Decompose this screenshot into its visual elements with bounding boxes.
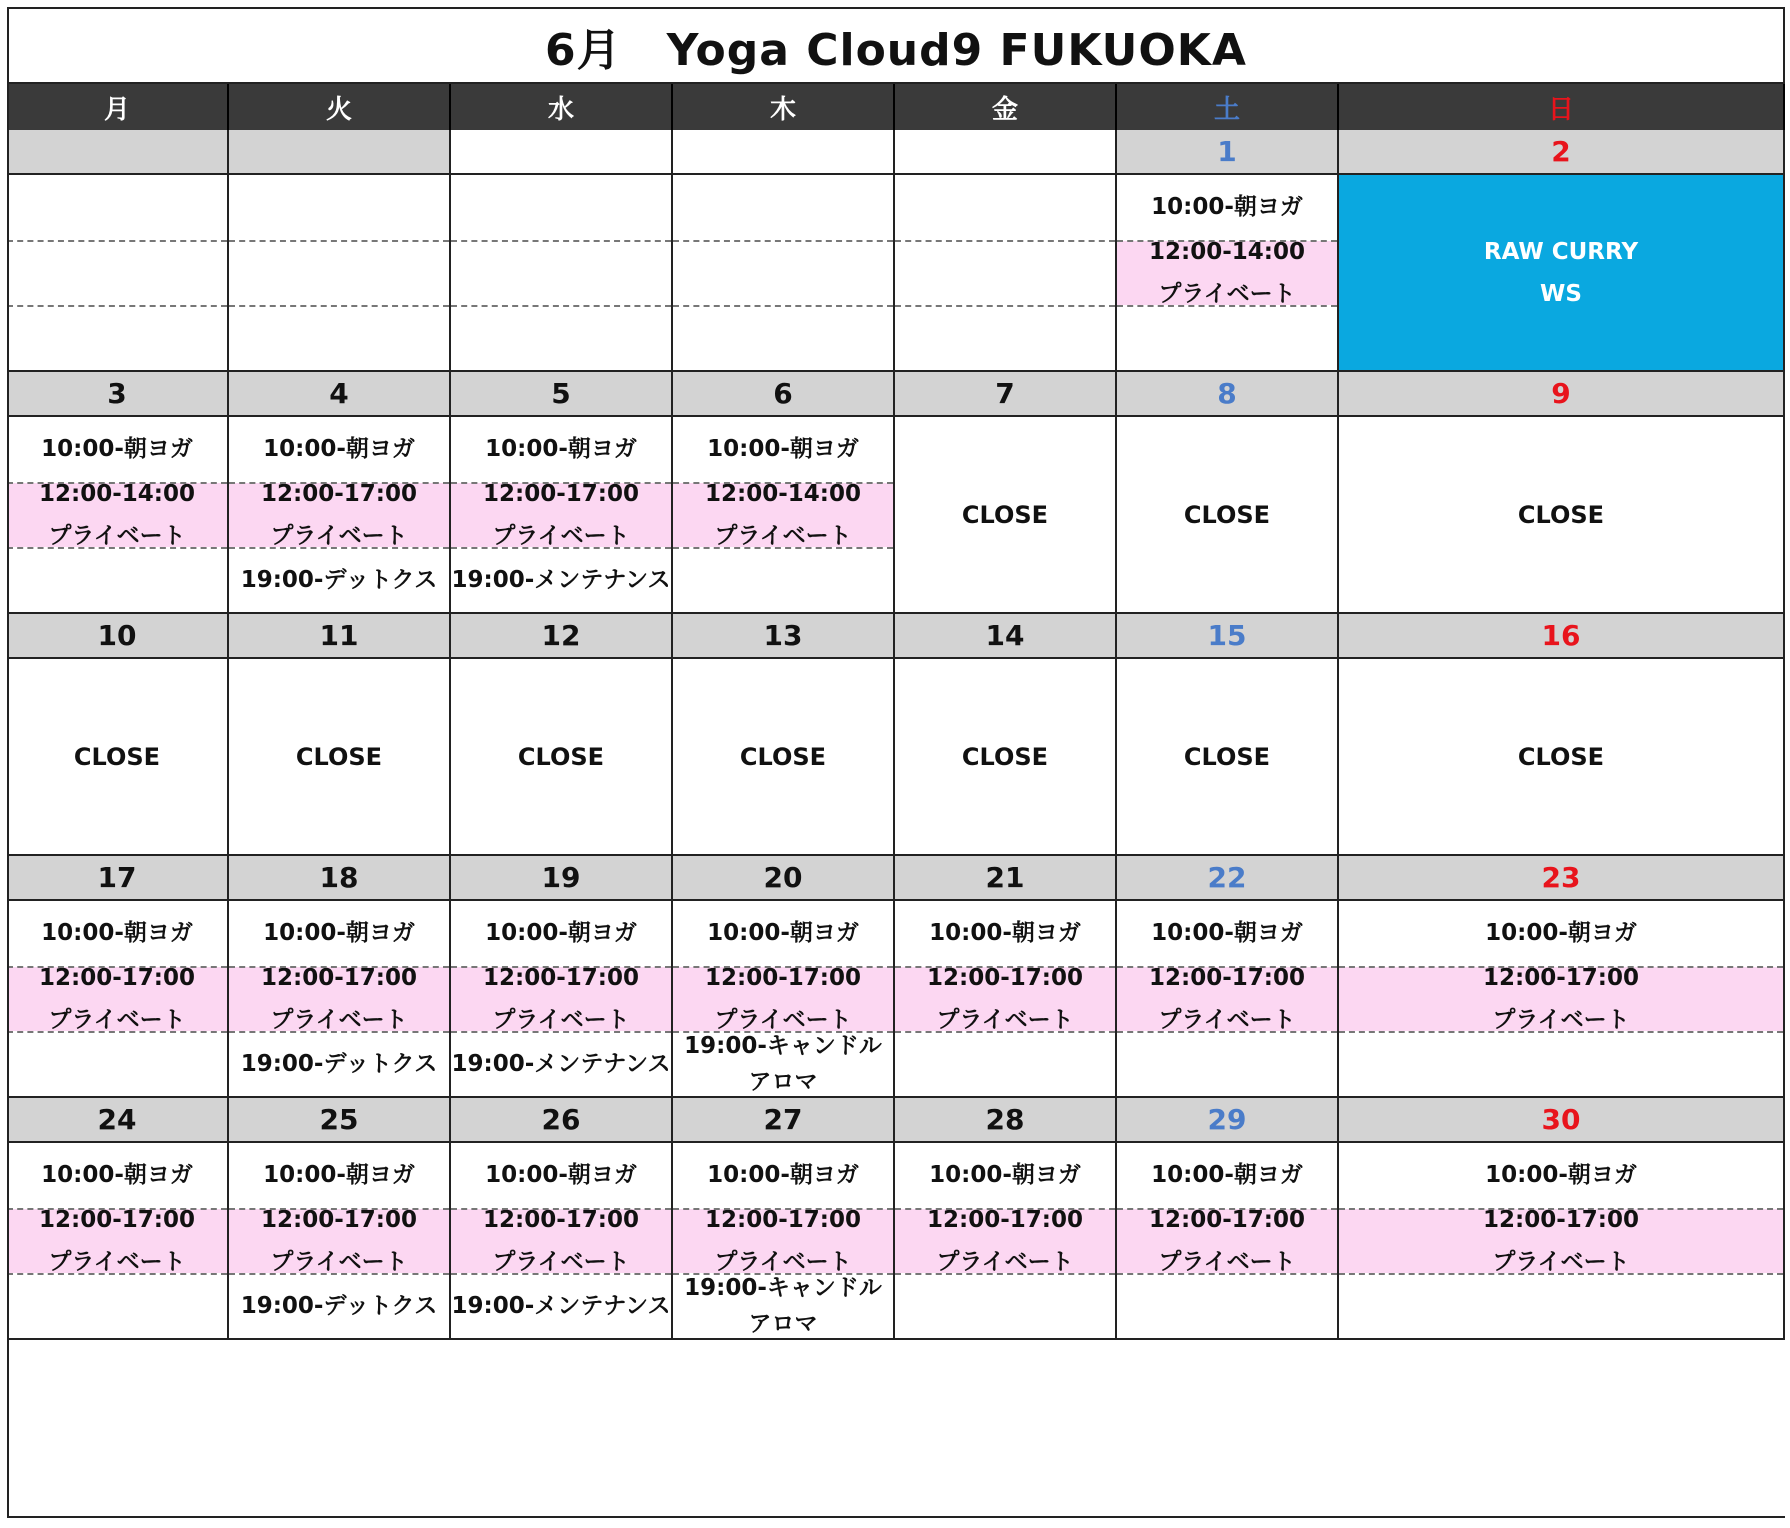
slot-divider xyxy=(229,482,449,484)
schedule-slot xyxy=(1117,901,1337,965)
slot-divider xyxy=(451,305,671,307)
slot-divider xyxy=(7,547,227,549)
slot-divider xyxy=(7,240,227,242)
slot-time: 12:00-17:00 xyxy=(705,1207,861,1233)
schedule-slot xyxy=(673,483,893,547)
schedule-slot xyxy=(229,1032,449,1096)
slot-label: アロマ xyxy=(748,1069,818,1095)
slot-time: 12:00-14:00 xyxy=(705,481,861,507)
day-number: 10 xyxy=(7,614,229,659)
slot-divider xyxy=(1117,966,1337,968)
day-cell xyxy=(1117,1143,1339,1340)
slot-divider xyxy=(1339,1273,1783,1275)
slot-label: 19:00-キャンドル xyxy=(684,1033,882,1059)
slot-time: 12:00-17:00 xyxy=(483,965,639,991)
schedule-slot xyxy=(895,1143,1115,1207)
close-label: CLOSE xyxy=(517,742,605,771)
day-number: 16 xyxy=(1339,614,1785,659)
schedule-slot xyxy=(1117,967,1337,1031)
weekday-header-3: 木 xyxy=(673,84,895,130)
slot-divider xyxy=(895,1208,1115,1210)
slot-divider xyxy=(7,1031,227,1033)
slot-divider xyxy=(1117,1208,1337,1210)
slot-divider xyxy=(229,240,449,242)
day-number: 30 xyxy=(1339,1098,1785,1143)
day-number: 22 xyxy=(1117,856,1339,901)
slot-label: 10:00-朝ヨガ xyxy=(1151,1162,1303,1188)
day-cell xyxy=(895,175,1117,372)
calendar-title: 6月 Yoga Cloud9 FUKUOKA xyxy=(7,7,1785,84)
schedule-slot xyxy=(7,967,227,1031)
schedule-slot xyxy=(229,901,449,965)
day-cell xyxy=(451,417,673,614)
slot-time: 12:00-17:00 xyxy=(261,1207,417,1233)
slot-label: 19:00-デットクス xyxy=(240,1051,438,1077)
slot-divider xyxy=(451,1031,671,1033)
day-number: 1 xyxy=(1117,130,1339,175)
day-cell xyxy=(1117,417,1339,614)
schedule-slot xyxy=(229,417,449,481)
slot-label: 10:00-朝ヨガ xyxy=(1485,920,1637,946)
day-number: 20 xyxy=(673,856,895,901)
day-cell xyxy=(895,659,1117,856)
day-cell xyxy=(451,175,673,372)
slot-time: 12:00-14:00 xyxy=(1149,239,1305,265)
day-cell xyxy=(451,659,673,856)
schedule-slot xyxy=(673,1032,893,1096)
slot-label: プライベート xyxy=(714,1007,852,1033)
schedule-slot xyxy=(7,1209,227,1273)
schedule-slot xyxy=(451,1032,671,1096)
slot-label: プライベート xyxy=(1492,1249,1630,1275)
schedule-slot xyxy=(451,901,671,965)
slot-label: プライベート xyxy=(270,1249,408,1275)
slot-divider xyxy=(895,966,1115,968)
slot-label: 10:00-朝ヨガ xyxy=(263,920,415,946)
slot-label: 19:00-メンテナンス xyxy=(451,1051,671,1077)
schedule-slot xyxy=(451,417,671,481)
day-number: 26 xyxy=(451,1098,673,1143)
schedule-slot xyxy=(1339,1209,1783,1273)
schedule-slot xyxy=(1117,1209,1337,1273)
schedule-slot xyxy=(7,417,227,481)
slot-label: プライベート xyxy=(48,1249,186,1275)
day-cell xyxy=(673,659,895,856)
slot-label: 19:00-デットクス xyxy=(240,1293,438,1319)
slot-label: 10:00-朝ヨガ xyxy=(707,1162,859,1188)
slot-time: 12:00-17:00 xyxy=(39,1207,195,1233)
close-label: CLOSE xyxy=(295,742,383,771)
schedule-slot xyxy=(229,548,449,612)
slot-divider xyxy=(673,966,893,968)
schedule-calendar xyxy=(7,7,1785,1518)
slot-time: 12:00-17:00 xyxy=(1483,1207,1639,1233)
schedule-slot xyxy=(673,901,893,965)
slot-divider xyxy=(451,1273,671,1275)
calendar-left-border xyxy=(7,7,9,1518)
slot-label: プライベート xyxy=(714,1249,852,1275)
slot-label: 10:00-朝ヨガ xyxy=(707,920,859,946)
slot-divider xyxy=(1117,240,1337,242)
slot-divider xyxy=(7,1273,227,1275)
close-label: CLOSE xyxy=(739,742,827,771)
schedule-slot xyxy=(1117,175,1337,239)
schedule-slot xyxy=(451,1209,671,1273)
slot-divider xyxy=(895,1273,1115,1275)
slot-label: プライベート xyxy=(1492,1007,1630,1033)
schedule-slot xyxy=(7,901,227,965)
day-number: 17 xyxy=(7,856,229,901)
day-number: 9 xyxy=(1339,372,1785,417)
schedule-slot xyxy=(895,1209,1115,1273)
slot-time: 12:00-17:00 xyxy=(39,965,195,991)
schedule-slot xyxy=(673,1143,893,1207)
day-cell xyxy=(451,1143,673,1340)
schedule-slot xyxy=(1339,967,1783,1031)
schedule-slot xyxy=(1117,241,1337,305)
schedule-slot xyxy=(451,548,671,612)
day-cell xyxy=(1339,1143,1785,1340)
slot-divider xyxy=(1339,1208,1783,1210)
day-number: 13 xyxy=(673,614,895,659)
slot-label: 19:00-キャンドル xyxy=(684,1275,882,1301)
slot-divider xyxy=(229,1208,449,1210)
close-label: CLOSE xyxy=(73,742,161,771)
slot-divider xyxy=(1339,1031,1783,1033)
slot-label: 10:00-朝ヨガ xyxy=(1151,194,1303,220)
slot-time: 12:00-17:00 xyxy=(927,965,1083,991)
slot-divider xyxy=(451,1208,671,1210)
slot-label: プライベート xyxy=(936,1007,1074,1033)
slot-label: プライベート xyxy=(270,523,408,549)
slot-label: プライベート xyxy=(1158,281,1296,307)
slot-label: 10:00-朝ヨガ xyxy=(41,1162,193,1188)
day-number: 14 xyxy=(895,614,1117,659)
schedule-slot xyxy=(451,1143,671,1207)
slot-label: 10:00-朝ヨガ xyxy=(1151,920,1303,946)
slot-time: 12:00-17:00 xyxy=(261,965,417,991)
schedule-slot xyxy=(673,1209,893,1273)
slot-label: プライベート xyxy=(1158,1007,1296,1033)
day-number: 15 xyxy=(1117,614,1339,659)
day-cell xyxy=(673,1143,895,1340)
day-cell xyxy=(1117,175,1339,372)
day-cell xyxy=(451,901,673,1098)
schedule-slot xyxy=(229,1143,449,1207)
day-cell xyxy=(1339,175,1785,372)
day-number xyxy=(673,130,895,175)
slot-divider xyxy=(451,547,671,549)
day-cell xyxy=(673,417,895,614)
schedule-slot xyxy=(673,967,893,1031)
slot-divider xyxy=(7,966,227,968)
day-cell xyxy=(673,175,895,372)
slot-divider xyxy=(7,482,227,484)
slot-time: 12:00-17:00 xyxy=(705,965,861,991)
day-cell xyxy=(7,659,229,856)
slot-label: 10:00-朝ヨガ xyxy=(929,920,1081,946)
day-number: 6 xyxy=(673,372,895,417)
slot-label: プライベート xyxy=(48,1007,186,1033)
day-cell xyxy=(229,659,451,856)
slot-label: 10:00-朝ヨガ xyxy=(263,1162,415,1188)
day-cell xyxy=(7,175,229,372)
day-number: 8 xyxy=(1117,372,1339,417)
slot-divider xyxy=(673,1273,893,1275)
slot-label: プライベート xyxy=(1158,1249,1296,1275)
slot-label: 10:00-朝ヨガ xyxy=(41,436,193,462)
slot-divider xyxy=(229,966,449,968)
day-number xyxy=(895,130,1117,175)
day-cell xyxy=(1339,901,1785,1098)
day-number: 27 xyxy=(673,1098,895,1143)
slot-divider xyxy=(895,305,1115,307)
weekday-header-0: 月 xyxy=(7,84,229,130)
day-number: 2 xyxy=(1339,130,1785,175)
slot-label: 19:00-デットクス xyxy=(240,567,438,593)
schedule-slot xyxy=(1339,1143,1783,1207)
day-number: 21 xyxy=(895,856,1117,901)
slot-label: 10:00-朝ヨガ xyxy=(41,920,193,946)
slot-label: アロマ xyxy=(748,1311,818,1337)
schedule-slot xyxy=(7,483,227,547)
event-line: RAW CURRY xyxy=(1483,238,1639,265)
day-cell xyxy=(673,901,895,1098)
slot-divider xyxy=(229,1031,449,1033)
day-number: 5 xyxy=(451,372,673,417)
day-number: 24 xyxy=(7,1098,229,1143)
slot-divider xyxy=(7,305,227,307)
slot-divider xyxy=(1117,1031,1337,1033)
slot-divider xyxy=(451,482,671,484)
slot-divider xyxy=(895,1031,1115,1033)
weekday-header-2: 水 xyxy=(451,84,673,130)
day-number: 28 xyxy=(895,1098,1117,1143)
slot-time: 12:00-17:00 xyxy=(261,481,417,507)
calendar-bottom-border xyxy=(7,1516,1785,1518)
day-number xyxy=(7,130,229,175)
day-cell xyxy=(895,1143,1117,1340)
schedule-slot xyxy=(1339,901,1783,965)
slot-time: 12:00-17:00 xyxy=(1149,1207,1305,1233)
event-block xyxy=(1339,175,1783,370)
day-number xyxy=(229,130,451,175)
weekday-header-6: 日 xyxy=(1339,84,1785,130)
day-cell xyxy=(229,175,451,372)
close-label: CLOSE xyxy=(1517,742,1605,771)
slot-divider xyxy=(673,305,893,307)
close-label: CLOSE xyxy=(1183,500,1271,529)
slot-label: 10:00-朝ヨガ xyxy=(1485,1162,1637,1188)
slot-divider xyxy=(1339,966,1783,968)
day-cell xyxy=(7,1143,229,1340)
day-number: 23 xyxy=(1339,856,1785,901)
slot-label: プライベート xyxy=(270,1007,408,1033)
close-label: CLOSE xyxy=(961,742,1049,771)
slot-divider xyxy=(7,1208,227,1210)
day-cell xyxy=(229,417,451,614)
schedule-slot xyxy=(895,901,1115,965)
day-cell xyxy=(1339,417,1785,614)
schedule-slot xyxy=(1117,1143,1337,1207)
schedule-slot xyxy=(229,967,449,1031)
slot-label: 19:00-メンテナンス xyxy=(451,1293,671,1319)
slot-label: プライベート xyxy=(936,1249,1074,1275)
schedule-slot xyxy=(451,967,671,1031)
slot-divider xyxy=(229,1273,449,1275)
slot-label: 10:00-朝ヨガ xyxy=(485,1162,637,1188)
schedule-slot xyxy=(7,1143,227,1207)
slot-time: 12:00-14:00 xyxy=(39,481,195,507)
schedule-slot xyxy=(895,967,1115,1031)
slot-label: プライベート xyxy=(492,1249,630,1275)
slot-time: 12:00-17:00 xyxy=(927,1207,1083,1233)
weekday-header-4: 金 xyxy=(895,84,1117,130)
day-cell xyxy=(895,901,1117,1098)
slot-divider xyxy=(451,966,671,968)
day-cell xyxy=(1117,659,1339,856)
slot-label: 10:00-朝ヨガ xyxy=(485,920,637,946)
slot-time: 12:00-17:00 xyxy=(483,1207,639,1233)
slot-divider xyxy=(895,240,1115,242)
day-number xyxy=(451,130,673,175)
slot-label: プライベート xyxy=(714,523,852,549)
slot-label: 19:00-メンテナンス xyxy=(451,567,671,593)
slot-divider xyxy=(1117,1273,1337,1275)
schedule-slot xyxy=(673,417,893,481)
slot-divider xyxy=(673,482,893,484)
slot-label: 10:00-朝ヨガ xyxy=(929,1162,1081,1188)
day-number: 3 xyxy=(7,372,229,417)
schedule-slot xyxy=(451,483,671,547)
slot-time: 12:00-17:00 xyxy=(1483,965,1639,991)
day-number: 11 xyxy=(229,614,451,659)
slot-label: プライベート xyxy=(492,1007,630,1033)
day-cell xyxy=(1339,659,1785,856)
schedule-slot xyxy=(229,1209,449,1273)
slot-divider xyxy=(229,305,449,307)
weekday-header-5: 土 xyxy=(1117,84,1339,130)
weekday-header-1: 火 xyxy=(229,84,451,130)
slot-label: 10:00-朝ヨガ xyxy=(263,436,415,462)
slot-divider xyxy=(1117,305,1337,307)
slot-label: プライベート xyxy=(48,523,186,549)
slot-label: プライベート xyxy=(492,523,630,549)
close-label: CLOSE xyxy=(1517,500,1605,529)
schedule-slot xyxy=(451,1274,671,1338)
day-number: 4 xyxy=(229,372,451,417)
day-number: 25 xyxy=(229,1098,451,1143)
close-label: CLOSE xyxy=(1183,742,1271,771)
day-number: 18 xyxy=(229,856,451,901)
day-cell xyxy=(7,901,229,1098)
slot-divider xyxy=(673,240,893,242)
close-label: CLOSE xyxy=(961,500,1049,529)
slot-divider xyxy=(451,240,671,242)
day-cell xyxy=(895,417,1117,614)
day-number: 12 xyxy=(451,614,673,659)
day-number: 7 xyxy=(895,372,1117,417)
schedule-slot xyxy=(673,1274,893,1338)
schedule-slot xyxy=(229,483,449,547)
day-cell xyxy=(229,901,451,1098)
slot-divider xyxy=(673,1031,893,1033)
slot-label: 10:00-朝ヨガ xyxy=(707,436,859,462)
day-cell xyxy=(1117,901,1339,1098)
day-cell xyxy=(229,1143,451,1340)
slot-label: 10:00-朝ヨガ xyxy=(485,436,637,462)
slot-time: 12:00-17:00 xyxy=(483,481,639,507)
day-number: 29 xyxy=(1117,1098,1339,1143)
event-line: WS xyxy=(1540,280,1582,307)
slot-divider xyxy=(229,547,449,549)
day-cell xyxy=(7,417,229,614)
day-number: 19 xyxy=(451,856,673,901)
slot-divider xyxy=(673,547,893,549)
schedule-slot xyxy=(229,1274,449,1338)
slot-time: 12:00-17:00 xyxy=(1149,965,1305,991)
slot-divider xyxy=(673,1208,893,1210)
